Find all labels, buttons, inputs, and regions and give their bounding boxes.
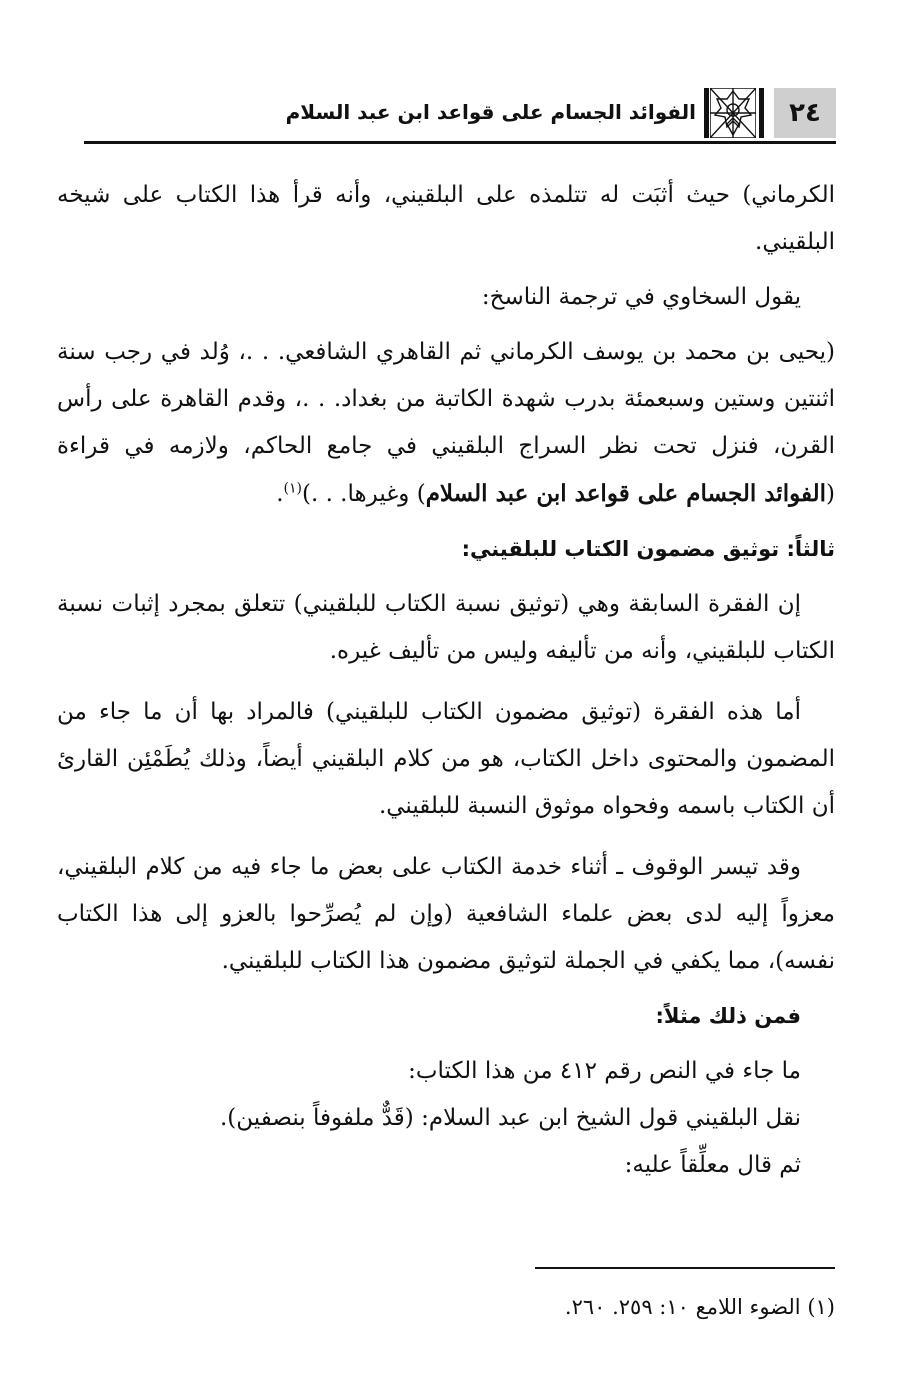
quoted-book-title: الفوائد الجسام على قواعد ابن عبد السلام [425, 480, 827, 507]
quote-part-b: ) وغيرها. . .) [301, 481, 426, 507]
section-heading-3: ثالثاً: توثيق مضمون الكتاب للبلقيني: [461, 537, 835, 561]
footnote-reference: (١) [283, 480, 302, 497]
main-text [57, 172, 835, 1189]
paragraph-3-quote [57, 329, 835, 518]
paragraph-7: ما جاء في النص رقم ٤١٢ من هذا الكتاب: [408, 1058, 801, 1084]
quote-part-a: (يحيى بن محمد بن يوسف الكرماني ثم القاهري الشافعي. . .، وُلد في رجب سنة اثنتين وستين وسبعمئة بدرب شهدة الكاتبة من بغداد. . .، وقدم القاهرة على رأس القرن، فنزل تحت نظر السراج البلقيني في جامع الحاكم، ولازمه في قراءة ( [57, 339, 835, 507]
paragraph-6: وقد تيسر الوقوف ـ أثناء خدمة الكتاب على بعض ما جاء فيه من كلام البلقيني، معزواً إليه لدى بعض علماء الشافعية (وإن لم يُصرِّحوا بالعزو إلى هذا الكتاب نفسه)، مما يكفي في الجملة لتوثيق مضمون هذا الكتاب للبلقيني. [57, 854, 835, 974]
paragraph-2: يقول السخاوي في ترجمة الناسخ: [481, 284, 801, 310]
footnote-separator [535, 1267, 835, 1269]
paragraph-1: الكرماني) حيث أثبَت له تتلمذه على البلقيني، وأنه قرأ هذا الكتاب على شيخه البلقيني. [57, 182, 835, 255]
paragraph-8: نقل البلقيني قول الشيخ ابن عبد السلام: (قَدٌّ ملفوفاً بنصفين). [220, 1105, 801, 1131]
ornament-bar-right [759, 88, 764, 138]
paragraph-9: ثم قال معلِّقاً عليه: [624, 1152, 801, 1178]
ornament-bar-left [704, 88, 709, 138]
subheading-example: فمن ذلك مثلاً: [655, 1004, 801, 1028]
paragraph-4: إن الفقرة السابقة وهي (توثيق نسبة الكتاب للبلقيني) تتعلق بمجرد إثبات نسبة الكتاب للبلقيني، وأنه من تأليفه وليس من تأليف غيره. [57, 591, 835, 664]
geometric-star-ornament-icon [704, 82, 764, 140]
paragraph-5: أما هذه الفقرة (توثيق مضمون الكتاب للبلقيني) فالمراد بها أن ما جاء من المضمون والمحتوى داخل الكتاب، هو من كلام البلقيني أيضاً، وذلك يُطَمْئِن القارئ أن الكتاب باسمه وفحواه موثوق النسبة للبلقيني. [57, 699, 835, 819]
footnote-1: (١) الضوء اللامع ١٠: ٢٥٩. ٢٦٠. [564, 1295, 835, 1319]
running-title: الفوائد الجسام على قواعد ابن عبد السلام [285, 100, 696, 124]
page-number: ٢٤ [774, 88, 836, 138]
quote-end: . [276, 481, 284, 507]
header-rule [84, 141, 836, 144]
star-pattern-icon [710, 88, 756, 138]
page-header [84, 82, 836, 144]
